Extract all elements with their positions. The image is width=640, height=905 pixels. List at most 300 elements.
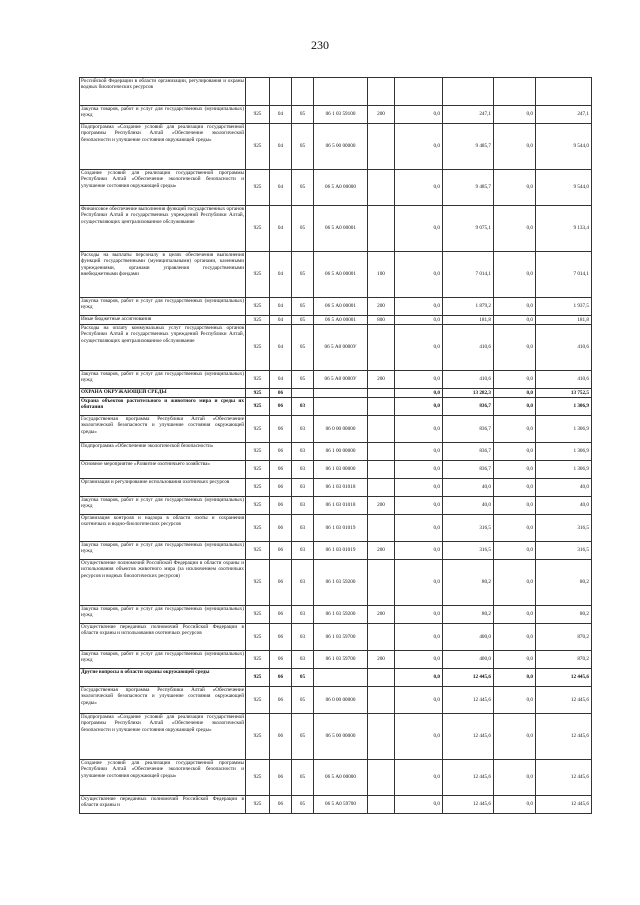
amount-4: 316,5 bbox=[536, 542, 592, 560]
row-name: Организация контроля и надзора в области охоты и сохранения охотничьих и водно-биологических ресурсов bbox=[80, 515, 246, 542]
amount-4: 12 445,6 bbox=[536, 687, 592, 714]
amount-1: 0,0 bbox=[395, 106, 443, 124]
amount-4: 12 445,6 bbox=[536, 760, 592, 796]
section-code: 06 bbox=[270, 461, 292, 479]
amount-2: 836,7 bbox=[443, 443, 494, 461]
table-row bbox=[80, 252, 592, 298]
amount-4: 9 544,0 bbox=[536, 170, 592, 206]
ministry-code: 925 bbox=[246, 497, 270, 515]
table-row bbox=[80, 398, 592, 416]
subsection-code: 03 bbox=[292, 542, 314, 560]
amount-4: 870,2 bbox=[536, 624, 592, 651]
subsection-code bbox=[292, 389, 314, 398]
table-row bbox=[80, 106, 592, 124]
amount-4: 13 752,5 bbox=[536, 389, 592, 398]
amount-4: 80,2 bbox=[536, 606, 592, 624]
amount-3: 0,0 bbox=[494, 796, 536, 814]
subsection-code: 05 bbox=[292, 687, 314, 714]
table-row bbox=[80, 542, 592, 560]
row-name: Закупка товаров, работ и услуг для государственных (муниципальных) нужд bbox=[80, 606, 246, 624]
row-name: Подпрограмма «Обеспечение экологической безопасности» bbox=[80, 443, 246, 461]
expense-type: 100 bbox=[368, 252, 395, 298]
section-code: 04 bbox=[270, 371, 292, 389]
amount-2: 836,7 bbox=[443, 461, 494, 479]
table-row bbox=[80, 298, 592, 316]
target-article bbox=[314, 389, 368, 398]
section-code: 06 bbox=[270, 497, 292, 515]
target-article: 06 1 03 00000 bbox=[314, 461, 368, 479]
subsection-code: 05 bbox=[292, 252, 314, 298]
amount-1: 0,0 bbox=[395, 760, 443, 796]
subsection-code: 05 bbox=[292, 124, 314, 170]
amount-2: 9 485,7 bbox=[443, 124, 494, 170]
section-code: 04 bbox=[270, 170, 292, 206]
subsection-code: 05 bbox=[292, 371, 314, 389]
expense-type: 200 bbox=[368, 606, 395, 624]
amount-3: 0,0 bbox=[494, 542, 536, 560]
amount-1: 0,0 bbox=[395, 560, 443, 606]
table-row bbox=[80, 443, 592, 461]
amount-1: 0,0 bbox=[395, 669, 443, 687]
expense-type: 200 bbox=[368, 106, 395, 124]
expense-type bbox=[368, 124, 395, 170]
subsection-code: 05 bbox=[292, 298, 314, 316]
section-code: 06 bbox=[270, 416, 292, 443]
amount-3: 0,0 bbox=[494, 606, 536, 624]
subsection-code: 03 bbox=[292, 624, 314, 651]
amount-3: 0,0 bbox=[494, 669, 536, 687]
amount-1: 0,0 bbox=[395, 606, 443, 624]
amount-1: 0,0 bbox=[395, 389, 443, 398]
ministry-code: 925 bbox=[246, 416, 270, 443]
ministry-code: 925 bbox=[246, 443, 270, 461]
section-code: 06 bbox=[270, 389, 292, 398]
ministry-code: 925 bbox=[246, 389, 270, 398]
amount-1: 0,0 bbox=[395, 124, 443, 170]
row-name: Государственная программа Республики Алтай «Обеспечение экологической безопасности и улучшение состояния окружающей среды» bbox=[80, 416, 246, 443]
amount-2: 12 445,6 bbox=[443, 714, 494, 760]
row-name: Закупка товаров, работ и услуг для государственных (муниципальных) нужд bbox=[80, 298, 246, 316]
ministry-code: 925 bbox=[246, 252, 270, 298]
amount-2: 12 445,6 bbox=[443, 760, 494, 796]
ministry-code bbox=[246, 78, 270, 106]
amount-2: 9 485,7 bbox=[443, 170, 494, 206]
amount-2: 410,6 bbox=[443, 325, 494, 371]
expense-type bbox=[368, 443, 395, 461]
amount-1: 0,0 bbox=[395, 298, 443, 316]
table-row bbox=[80, 461, 592, 479]
row-name: Подпрограмма «Создание условий для реализации государственной программы Республики Алтай «Обеспечение экологической безопасности и улучшение состояния окружающей среды» bbox=[80, 124, 246, 170]
section-code: 06 bbox=[270, 398, 292, 416]
target-article bbox=[314, 398, 368, 416]
table-row bbox=[80, 479, 592, 497]
target-article: 06 1 03 59200 bbox=[314, 606, 368, 624]
expense-type: 200 bbox=[368, 371, 395, 389]
amount-4: 247,1 bbox=[536, 106, 592, 124]
ministry-code: 925 bbox=[246, 479, 270, 497]
page-number: 230 bbox=[311, 38, 329, 52]
expense-type: 200 bbox=[368, 298, 395, 316]
row-name: Расходы на оплату коммунальных услуг государственных органов Республики Алтай и государственных учреждений Республики Алтай, осуществляющих централизованное обслуживание bbox=[80, 325, 246, 371]
amount-2: 181,8 bbox=[443, 316, 494, 325]
row-name: Государственная программа Республики Алтай «Обеспечение экологической безопасности и улучшение состояния окружающей среды» bbox=[80, 687, 246, 714]
amount-2: 836,7 bbox=[443, 416, 494, 443]
ministry-code: 925 bbox=[246, 298, 270, 316]
section-code: 06 bbox=[270, 760, 292, 796]
amount-4: 1 937,5 bbox=[536, 298, 592, 316]
subsection-code: 05 bbox=[292, 325, 314, 371]
expense-type bbox=[368, 796, 395, 814]
budget-table bbox=[79, 77, 592, 814]
section-code: 06 bbox=[270, 560, 292, 606]
target-article: 06 5 А0 0000У bbox=[314, 371, 368, 389]
table-row bbox=[80, 624, 592, 651]
table-row bbox=[80, 651, 592, 669]
amount-4: 1 306,9 bbox=[536, 461, 592, 479]
section-code: 04 bbox=[270, 325, 292, 371]
expense-type bbox=[368, 624, 395, 651]
amount-1: 0,0 bbox=[395, 651, 443, 669]
ministry-code: 925 bbox=[246, 124, 270, 170]
table-row bbox=[80, 206, 592, 252]
table-row bbox=[80, 560, 592, 606]
amount-2: 316,5 bbox=[443, 515, 494, 542]
amount-1: 0,0 bbox=[395, 416, 443, 443]
row-name: Финансовое обеспечение выполнения функций государственных органов Республики Алтай и государственных учреждений Республики Алтай, осуществляющих централизованное обслуживание bbox=[80, 206, 246, 252]
row-name: Осуществление переданных полномочий Российской Федерации в области охраны и bbox=[80, 796, 246, 814]
target-article: 06 0 00 00000 bbox=[314, 416, 368, 443]
amount-4: 40,0 bbox=[536, 497, 592, 515]
amount-1: 0,0 bbox=[395, 461, 443, 479]
subsection-code: 03 bbox=[292, 651, 314, 669]
table-row bbox=[80, 497, 592, 515]
ministry-code: 925 bbox=[246, 325, 270, 371]
ministry-code: 925 bbox=[246, 170, 270, 206]
target-article: 06 5 А0 00001 bbox=[314, 252, 368, 298]
ministry-code: 925 bbox=[246, 669, 270, 687]
amount-4: 7 014,1 bbox=[536, 252, 592, 298]
table-row bbox=[80, 669, 592, 687]
amount-4: 12 445,6 bbox=[536, 714, 592, 760]
target-article bbox=[314, 78, 368, 106]
subsection-code: 05 bbox=[292, 760, 314, 796]
amount-2: 247,1 bbox=[443, 106, 494, 124]
row-name: Расходы на выплаты персоналу в целях обеспечения выполнения функций государственными (муниципальными) органами, казенными учреждениями, органами управления государственными внебюджетными фондами bbox=[80, 252, 246, 298]
row-name: Создание условий для реализации государственной программы Республики Алтай «Обеспечение экологической безопасности и улучшение состояния окружающей среды» bbox=[80, 760, 246, 796]
section-code: 06 bbox=[270, 515, 292, 542]
amount-2: 12 445,6 bbox=[443, 687, 494, 714]
amount-2: 836,7 bbox=[443, 398, 494, 416]
section-code: 04 bbox=[270, 106, 292, 124]
target-article: 06 1 00 00000 bbox=[314, 443, 368, 461]
subsection-code: 05 bbox=[292, 106, 314, 124]
amount-4: 40,0 bbox=[536, 479, 592, 497]
amount-1: 0,0 bbox=[395, 325, 443, 371]
subsection-code: 03 bbox=[292, 398, 314, 416]
expense-type: 200 bbox=[368, 542, 395, 560]
amount-3: 0,0 bbox=[494, 714, 536, 760]
amount-1: 0,0 bbox=[395, 170, 443, 206]
ministry-code: 925 bbox=[246, 760, 270, 796]
table-row bbox=[80, 416, 592, 443]
target-article: 06 5 А0 00001 bbox=[314, 298, 368, 316]
expense-type bbox=[368, 206, 395, 252]
row-name: Охрана объектов растительного и животного мира и среды их обитания bbox=[80, 398, 246, 416]
amount-3: 0,0 bbox=[494, 124, 536, 170]
amount-3: 0,0 bbox=[494, 398, 536, 416]
expense-type bbox=[368, 760, 395, 796]
amount-3: 0,0 bbox=[494, 416, 536, 443]
target-article: 06 0 00 00000 bbox=[314, 687, 368, 714]
subsection-code: 03 bbox=[292, 416, 314, 443]
expense-type bbox=[368, 669, 395, 687]
row-name: Закупка товаров, работ и услуг для государственных (муниципальных) нужд bbox=[80, 651, 246, 669]
amount-1: 0,0 bbox=[395, 371, 443, 389]
table-row bbox=[80, 371, 592, 389]
section-code: 06 bbox=[270, 479, 292, 497]
subsection-code: 03 bbox=[292, 461, 314, 479]
row-name: Осуществление полномочий Российской Федерации в области охраны и использования объектов животного мира (за исключением охотничьих ресурсов и водных биологических ресурсов) bbox=[80, 560, 246, 606]
row-name: Организация и регулирование использования охотничьих ресурсов bbox=[80, 479, 246, 497]
target-article: 06 1 03 59200 bbox=[314, 560, 368, 606]
amount-1 bbox=[395, 78, 443, 106]
ministry-code: 925 bbox=[246, 106, 270, 124]
amount-3: 0,0 bbox=[494, 515, 536, 542]
amount-3: 0,0 bbox=[494, 479, 536, 497]
target-article: 06 5 А0 00000 bbox=[314, 760, 368, 796]
amount-3 bbox=[494, 78, 536, 106]
expense-type bbox=[368, 416, 395, 443]
amount-3: 0,0 bbox=[494, 687, 536, 714]
table-row bbox=[80, 687, 592, 714]
amount-3: 0,0 bbox=[494, 443, 536, 461]
subsection-code: 03 bbox=[292, 443, 314, 461]
amount-1: 0,0 bbox=[395, 515, 443, 542]
section-code: 06 bbox=[270, 606, 292, 624]
amount-3: 0,0 bbox=[494, 760, 536, 796]
ministry-code: 925 bbox=[246, 206, 270, 252]
amount-4: 1 306,9 bbox=[536, 398, 592, 416]
amount-3: 0,0 bbox=[494, 371, 536, 389]
table-row bbox=[80, 78, 592, 106]
amount-3: 0,0 bbox=[494, 325, 536, 371]
amount-3: 0,0 bbox=[494, 298, 536, 316]
amount-3: 0,0 bbox=[494, 389, 536, 398]
expense-type bbox=[368, 389, 395, 398]
amount-1: 0,0 bbox=[395, 687, 443, 714]
ministry-code: 925 bbox=[246, 796, 270, 814]
expense-type bbox=[368, 714, 395, 760]
subsection-code: 05 bbox=[292, 316, 314, 325]
section-code: 06 bbox=[270, 651, 292, 669]
amount-3: 0,0 bbox=[494, 316, 536, 325]
table-row bbox=[80, 515, 592, 542]
target-article: 06 5 00 00000 bbox=[314, 124, 368, 170]
expense-type: 800 bbox=[368, 316, 395, 325]
section-code: 06 bbox=[270, 796, 292, 814]
amount-3: 0,0 bbox=[494, 651, 536, 669]
amount-2: 410,6 bbox=[443, 371, 494, 389]
ministry-code: 925 bbox=[246, 398, 270, 416]
row-name: Создание условий для реализации государственной программы Республики Алтай «Обеспечение экологической безопасности и улучшение состояния окружающей среды» bbox=[80, 170, 246, 206]
target-article: 06 5 А0 0000У bbox=[314, 325, 368, 371]
expense-type bbox=[368, 515, 395, 542]
row-name: Российской Федерации в области организации, регулирования и охраны водных биологических ресурсов bbox=[80, 78, 246, 106]
ministry-code: 925 bbox=[246, 714, 270, 760]
expense-type bbox=[368, 461, 395, 479]
amount-2: 40,0 bbox=[443, 479, 494, 497]
row-name: ОХРАНА ОКРУЖАЮЩЕЙ СРЕДЫ bbox=[80, 389, 246, 398]
ministry-code: 925 bbox=[246, 542, 270, 560]
amount-2: 1 879,2 bbox=[443, 298, 494, 316]
amount-3: 0,0 bbox=[494, 461, 536, 479]
target-article: 06 5 А0 59700 bbox=[314, 796, 368, 814]
section-code bbox=[270, 78, 292, 106]
ministry-code: 925 bbox=[246, 606, 270, 624]
expense-type bbox=[368, 398, 395, 416]
amount-2: 12 445,6 bbox=[443, 669, 494, 687]
subsection-code: 03 bbox=[292, 606, 314, 624]
amount-1: 0,0 bbox=[395, 479, 443, 497]
amount-4: 181,8 bbox=[536, 316, 592, 325]
section-code: 04 bbox=[270, 206, 292, 252]
amount-3: 0,0 bbox=[494, 106, 536, 124]
amount-3: 0,0 bbox=[494, 206, 536, 252]
target-article: 06 1 03 59700 bbox=[314, 624, 368, 651]
ministry-code: 925 bbox=[246, 624, 270, 651]
subsection-code: 03 bbox=[292, 479, 314, 497]
subsection-code: 05 bbox=[292, 170, 314, 206]
target-article: 06 1 03 01018 bbox=[314, 479, 368, 497]
amount-2: 400,0 bbox=[443, 624, 494, 651]
amount-2: 9 075,1 bbox=[443, 206, 494, 252]
amount-1: 0,0 bbox=[395, 714, 443, 760]
row-name: Закупка товаров, работ и услуг для государственных (муниципальных) нужд bbox=[80, 542, 246, 560]
table-row bbox=[80, 796, 592, 814]
table-row bbox=[80, 606, 592, 624]
amount-2: 7 014,1 bbox=[443, 252, 494, 298]
amount-2: 40,0 bbox=[443, 497, 494, 515]
amount-4: 80,2 bbox=[536, 560, 592, 606]
amount-1: 0,0 bbox=[395, 252, 443, 298]
row-name: Осуществление переданных полномочий Российской Федерации в области охраны и использования охотничьих ресурсов bbox=[80, 624, 246, 651]
table-row bbox=[80, 316, 592, 325]
row-name: Подпрограмма «Создание условий для реализации государственной программы Республики Алтай «Обеспечение экологической безопасности и улучшение состояния окружающей среды» bbox=[80, 714, 246, 760]
amount-4: 870,2 bbox=[536, 651, 592, 669]
section-code: 04 bbox=[270, 124, 292, 170]
amount-3: 0,0 bbox=[494, 624, 536, 651]
section-code: 04 bbox=[270, 252, 292, 298]
row-name: Закупка товаров, работ и услуг для государственных (муниципальных) нужд bbox=[80, 106, 246, 124]
amount-4: 1 306,9 bbox=[536, 443, 592, 461]
amount-1: 0,0 bbox=[395, 796, 443, 814]
section-code: 06 bbox=[270, 542, 292, 560]
amount-2: 316,5 bbox=[443, 542, 494, 560]
section-code: 06 bbox=[270, 624, 292, 651]
section-code: 06 bbox=[270, 714, 292, 760]
amount-1: 0,0 bbox=[395, 316, 443, 325]
expense-type bbox=[368, 479, 395, 497]
subsection-code bbox=[292, 78, 314, 106]
expense-type bbox=[368, 170, 395, 206]
subsection-code: 05 bbox=[292, 714, 314, 760]
table-row bbox=[80, 389, 592, 398]
subsection-code: 03 bbox=[292, 560, 314, 606]
target-article: 06 1 03 01018 bbox=[314, 497, 368, 515]
amount-2: 12 445,6 bbox=[443, 796, 494, 814]
subsection-code: 05 bbox=[292, 206, 314, 252]
table-row bbox=[80, 325, 592, 371]
amount-1: 0,0 bbox=[395, 542, 443, 560]
row-name: Закупка товаров, работ и услуг для государственных (муниципальных) нужд bbox=[80, 371, 246, 389]
subsection-code: 05 bbox=[292, 796, 314, 814]
amount-1: 0,0 bbox=[395, 206, 443, 252]
amount-4: 12 445,6 bbox=[536, 796, 592, 814]
target-article: 06 1 03 59700 bbox=[314, 651, 368, 669]
expense-type: 200 bbox=[368, 497, 395, 515]
amount-1: 0,0 bbox=[395, 443, 443, 461]
amount-4: 9 544,0 bbox=[536, 124, 592, 170]
expense-type bbox=[368, 78, 395, 106]
section-code: 06 bbox=[270, 443, 292, 461]
ministry-code: 925 bbox=[246, 687, 270, 714]
subsection-code: 03 bbox=[292, 515, 314, 542]
ministry-code: 925 bbox=[246, 560, 270, 606]
expense-type bbox=[368, 687, 395, 714]
row-name: Закупка товаров, работ и услуг для государственных (муниципальных) нужд bbox=[80, 497, 246, 515]
expense-type: 200 bbox=[368, 651, 395, 669]
amount-4: 410,6 bbox=[536, 371, 592, 389]
target-article bbox=[314, 669, 368, 687]
amount-3: 0,0 bbox=[494, 170, 536, 206]
amount-4: 9 133,4 bbox=[536, 206, 592, 252]
amount-3: 0,0 bbox=[494, 497, 536, 515]
amount-4: 410,6 bbox=[536, 325, 592, 371]
ministry-code: 925 bbox=[246, 371, 270, 389]
ministry-code: 925 bbox=[246, 515, 270, 542]
amount-3: 0,0 bbox=[494, 252, 536, 298]
section-code: 06 bbox=[270, 669, 292, 687]
amount-1: 0,0 bbox=[395, 398, 443, 416]
target-article: 06 1 03 59100 bbox=[314, 106, 368, 124]
amount-2: 80,2 bbox=[443, 606, 494, 624]
amount-4: 12 445,6 bbox=[536, 669, 592, 687]
target-article: 06 1 03 01019 bbox=[314, 515, 368, 542]
target-article: 06 5 А0 00000 bbox=[314, 170, 368, 206]
amount-4: 316,5 bbox=[536, 515, 592, 542]
row-name: Другие вопросы в области охраны окружающей среды bbox=[80, 669, 246, 687]
amount-1: 0,0 bbox=[395, 497, 443, 515]
ministry-code: 925 bbox=[246, 316, 270, 325]
table-row bbox=[80, 170, 592, 206]
target-article: 06 5 А0 00001 bbox=[314, 206, 368, 252]
expense-type bbox=[368, 560, 395, 606]
subsection-code: 05 bbox=[292, 669, 314, 687]
target-article: 06 5 А0 00001 bbox=[314, 316, 368, 325]
amount-4 bbox=[536, 78, 592, 106]
section-code: 04 bbox=[270, 298, 292, 316]
ministry-code: 925 bbox=[246, 461, 270, 479]
row-name: Основное мероприятие «Развитие охотничьего хозяйства» bbox=[80, 461, 246, 479]
ministry-code: 925 bbox=[246, 651, 270, 669]
amount-2: 400,0 bbox=[443, 651, 494, 669]
subsection-code: 03 bbox=[292, 497, 314, 515]
row-name: Иные бюджетные ассигнования bbox=[80, 316, 246, 325]
table-row bbox=[80, 760, 592, 796]
section-code: 04 bbox=[270, 316, 292, 325]
section-code: 06 bbox=[270, 687, 292, 714]
amount-1: 0,0 bbox=[395, 624, 443, 651]
